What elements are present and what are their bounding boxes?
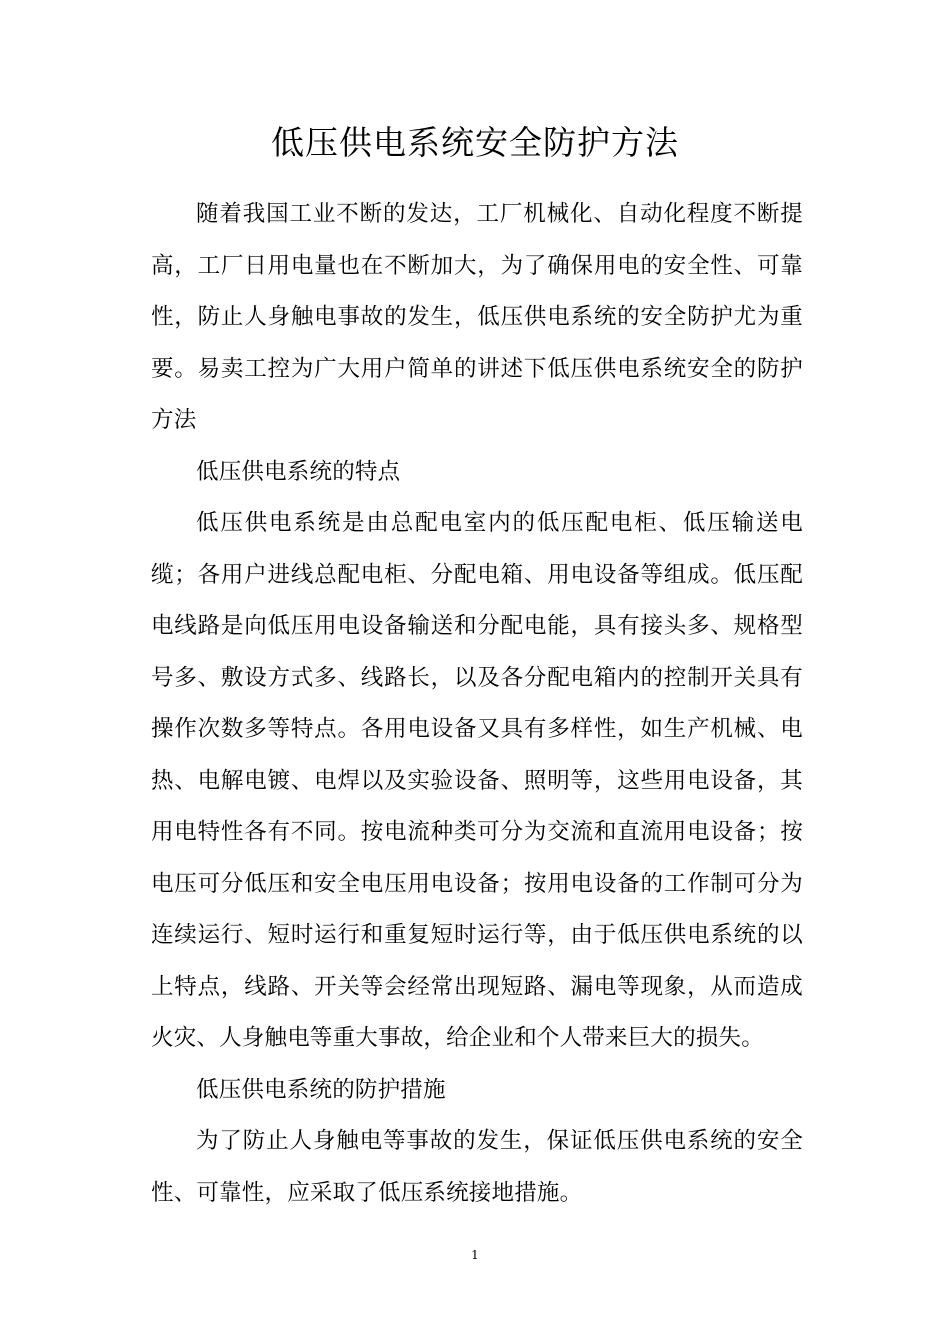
page-number: 1 xyxy=(471,1248,479,1262)
document-title: 低压供电系统安全防护方法 xyxy=(271,123,679,162)
protection-paragraph: 为了防止人身触电等事故的发生，保证低压供电系统的安全性、可靠性，应采取了低压系统接地措施。 xyxy=(151,1128,803,1206)
section-heading-protection: 低压供电系统的防护措施 xyxy=(196,1076,446,1103)
features-paragraph: 低压供电系统是由总配电室内的低压配电柜、低压输送电缆；各用户进线总配电柜、分配电箱、用电设备等组成。低压配电线路是向低压用电设备输送和分配电能，具有接头多、规格型号多、敷设方式多、线路长，以及各分配电箱内的控制开关具有操作次数多等特点。各用电设备又具有多样性，如生产机械、电热、电解电镀、电焊以及实验设备、照明等，这些用电设备，其用电特性各有不同。按电流种类可分为交流和直流用电设备；按电压可分低压和安全电压用电设备；按用电设备的工作制可分为连续运行、短时运行和重复短时运行等，由于低压供电系统的以上特点，线路、开关等会经常出现短路、漏电等现象，从而造成火灾、人身触电等重大事故，给企业和个人带来巨大的损失。 xyxy=(151,510,803,1051)
section-heading-features: 低压供电系统的特点 xyxy=(196,458,401,485)
intro-paragraph: 随着我国工业不断的发达，工厂机械化、自动化程度不断提高，工厂日用电量也在不断加大，为了确保用电的安全性、可靠性，防止人身触电事故的发生，低压供电系统的安全防护尤为重要。易卖工控为广大用户简单的讲述下低压供电系统安全的防护方法 xyxy=(151,201,803,433)
document-body xyxy=(151,189,803,1219)
